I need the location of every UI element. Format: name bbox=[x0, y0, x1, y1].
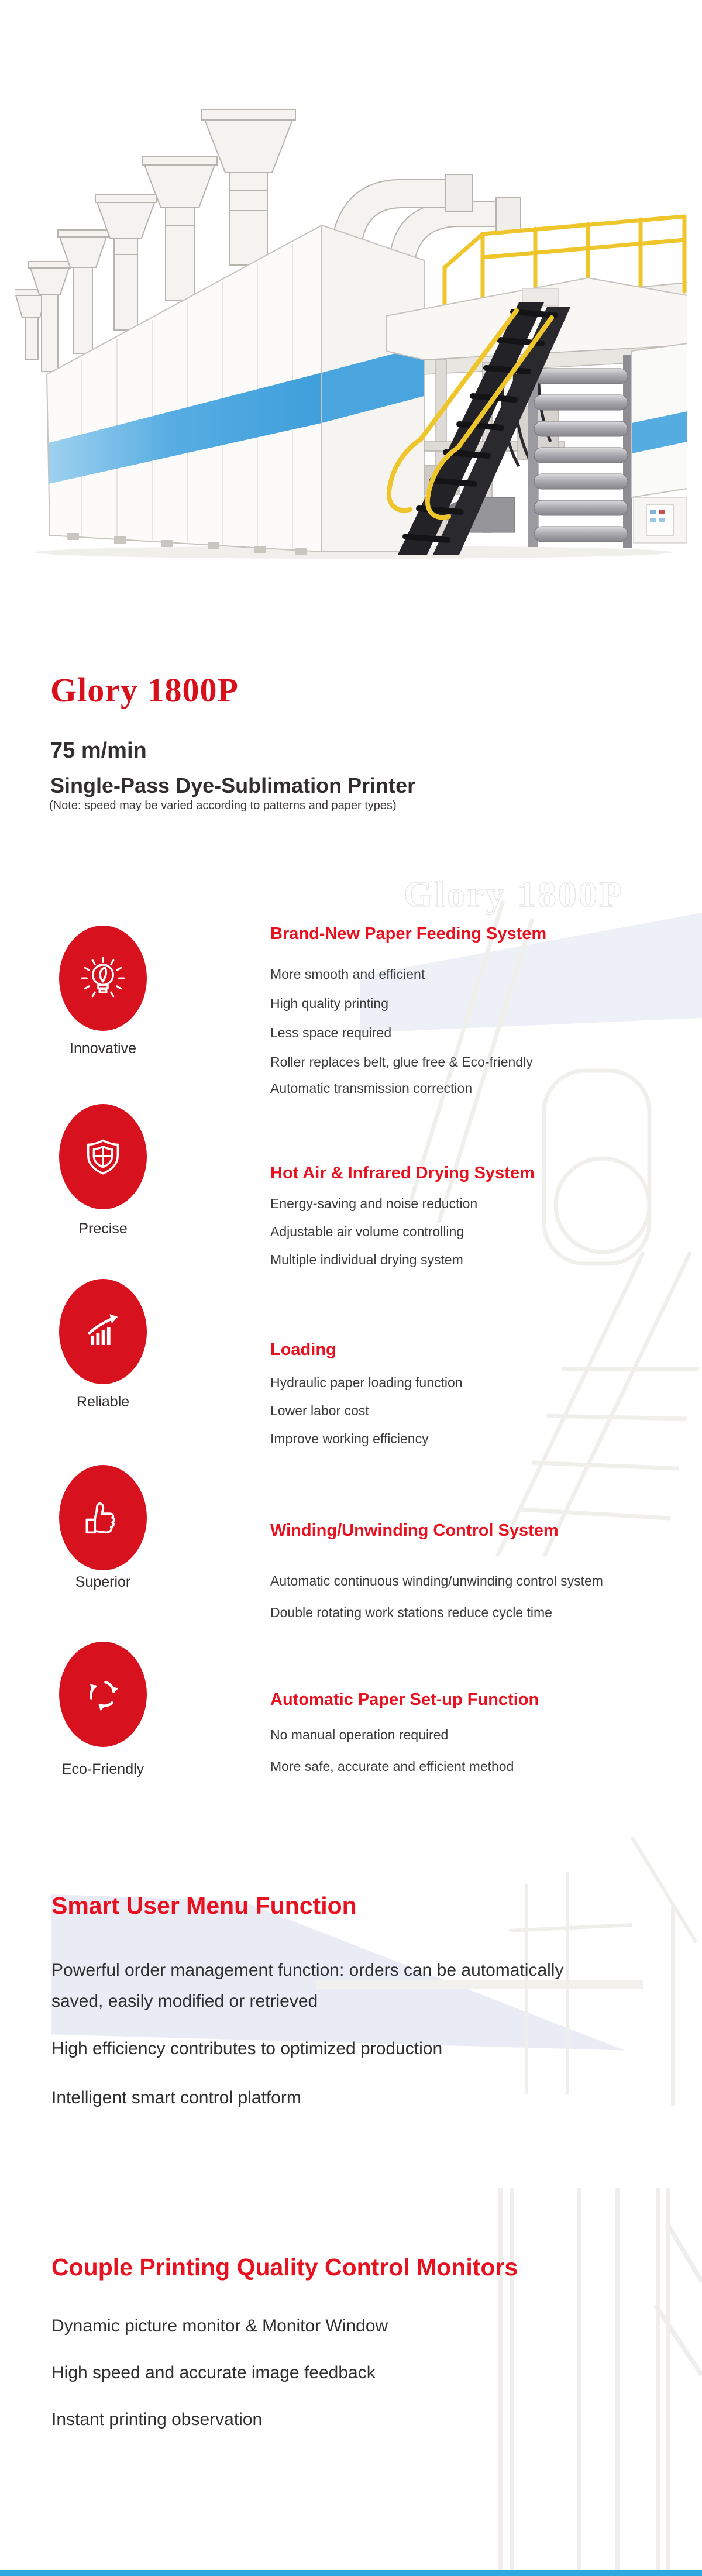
feature-heading: Brand-New Paper Feeding System bbox=[270, 924, 547, 943]
feature-point: Lower labor cost bbox=[270, 1403, 369, 1418]
feature-point: More safe, accurate and efficient method bbox=[270, 1759, 514, 1774]
feature-point: Automatic continuous winding/unwinding control system bbox=[270, 1573, 603, 1588]
bulb-leaf-icon bbox=[76, 951, 130, 1005]
printer-machine-illustration bbox=[15, 32, 687, 559]
section-paragraph: Intelligent smart control platform bbox=[51, 2088, 301, 2107]
footer-accent-bar bbox=[0, 2570, 702, 2576]
section-paragraph: High efficiency contributes to optimized production bbox=[51, 2039, 443, 2058]
feature-point: Energy-saving and noise reduction bbox=[270, 1196, 478, 1211]
printer-machine-drawing bbox=[15, 32, 687, 559]
speed-note: (Note: speed may be varied according to patterns and paper types) bbox=[49, 799, 397, 812]
feature-point: No manual operation required bbox=[270, 1727, 449, 1742]
feature-point: Automatic transmission correction bbox=[270, 1081, 473, 1096]
feature-point: Adjustable air volume controlling bbox=[270, 1224, 464, 1239]
section-heading-smart-user-menu: Smart User Menu Function bbox=[51, 1892, 357, 1919]
feature-heading: Winding/Unwinding Control System bbox=[270, 1521, 559, 1540]
section-paragraph: Instant printing observation bbox=[51, 2410, 263, 2429]
section-paragraph: Powerful order management function: orders can be automatically saved, easily modified or retrieved bbox=[51, 1961, 564, 2011]
feature-point: More smooth and efficient bbox=[270, 967, 425, 982]
speed-value: 75 m/min bbox=[50, 738, 147, 763]
feature-icon-circle bbox=[59, 1279, 147, 1384]
section-heading-quality-monitors: Couple Printing Quality Control Monitors bbox=[51, 2254, 518, 2281]
feature-heading: Hot Air & Infrared Drying System bbox=[270, 1164, 535, 1182]
feature-point: Less space required bbox=[270, 1025, 392, 1040]
feature-label: Precise bbox=[78, 1220, 128, 1237]
feature-icon-circle bbox=[59, 1465, 147, 1570]
section-paragraph: Dynamic picture monitor & Monitor Window bbox=[51, 2316, 388, 2336]
section-paragraph: High speed and accurate image feedback bbox=[51, 2363, 376, 2382]
machine-line-art-decor bbox=[351, 878, 702, 1609]
feature-icon-circle bbox=[59, 1642, 147, 1747]
feature-point: Roller replaces belt, glue free & Eco-friendly bbox=[270, 1054, 533, 1069]
feature-point: Multiple individual drying system bbox=[270, 1252, 463, 1267]
feature-heading: Automatic Paper Set-up Function bbox=[270, 1690, 539, 1709]
feature-icon-circle bbox=[59, 1104, 147, 1209]
feature-label: Innovative bbox=[70, 1040, 136, 1057]
feature-label: Eco-Friendly bbox=[61, 1761, 144, 1777]
recycle-icon bbox=[76, 1667, 130, 1721]
feature-label: Reliable bbox=[76, 1394, 130, 1410]
feature-icon-circle bbox=[59, 926, 147, 1031]
feature-point: Improve working efficiency bbox=[270, 1431, 429, 1446]
feature-point: Hydraulic paper loading function bbox=[270, 1375, 463, 1390]
background-watermark-text: Glory 1800P bbox=[404, 873, 624, 915]
product-subtitle: Single-Pass Dye-Sublimation Printer bbox=[50, 773, 416, 797]
thumbs-up-icon bbox=[76, 1491, 130, 1545]
feature-label: Superior bbox=[75, 1574, 131, 1590]
shield-check-icon bbox=[76, 1130, 130, 1184]
growth-bars-icon bbox=[76, 1305, 130, 1358]
feature-heading: Loading bbox=[270, 1340, 336, 1359]
feature-point: Double rotating work stations reduce cycle time bbox=[270, 1605, 552, 1620]
product-title: Glory 1800P bbox=[50, 671, 239, 709]
feature-point: High quality printing bbox=[270, 996, 389, 1011]
